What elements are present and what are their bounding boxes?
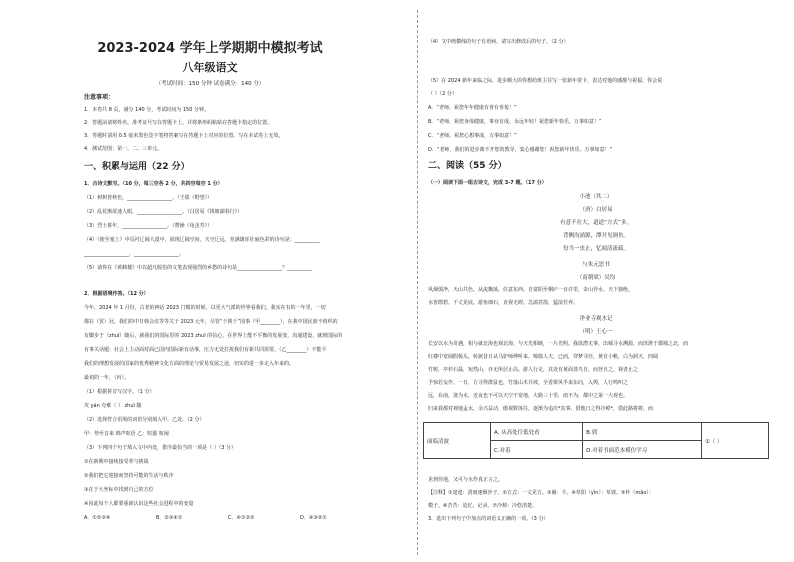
table-option-d: D.对着书面范本模仿学习 <box>583 441 702 459</box>
q1-line: （4）《使至塞上》中反衬辽阔大漠中，展现辽阔空间，天空辽远，充满雄浑壮丽色彩的诗句是：__________ <box>84 237 320 243</box>
q2-sentence: ③在于大坐标中找到自己的方位 <box>84 487 154 493</box>
choice-c: C．④①③② <box>228 515 255 521</box>
table-label: 面临清波 <box>424 423 491 459</box>
poem-author: （唐）白居易 <box>579 207 613 213</box>
q2-stem: 2．根据语境作答。（12 分） <box>84 291 149 297</box>
table-option-b: B.到 <box>583 423 702 441</box>
prose-line: 水皆缥碧，千丈见底。游鱼细石，直视无碍。急湍甚箭，猛浪若奔。 <box>428 300 579 306</box>
q5-option: C．“老师，祝您心想事成，万事如意！” <box>428 133 517 139</box>
q5-option: A．“老师，祝您年年健康有喜有喜悦！” <box>428 105 517 111</box>
note-item: 3．答题时请用 0.5 毫米黑色签字笔将答案写在答题卡上对应的位置，写在本试卷上无效。 <box>84 133 284 139</box>
q1-line: （1）树树皆秋色，__________________。（王绩《野望》） <box>84 195 213 201</box>
q3-stem: 3．选出下列句子中加点的词语义正确的一项。（3 分） <box>428 516 549 522</box>
q2-sub1: （1）根据拼音写汉字。（1 分） <box>84 389 155 395</box>
q2-sentence: ②我们把它迎接而坚持可能的生活与秩序 <box>84 473 174 479</box>
poem-line: 每当一虫止，忆闻清流疏。 <box>562 246 629 252</box>
choice-d: D．④③②① <box>300 515 327 521</box>
vocab-table <box>423 422 769 459</box>
choice-b: B．②③④① <box>156 515 183 521</box>
q2-sub2-options: 甲：势至音来 锦声喧语 乙：喧嚣 喧闹 <box>84 431 169 437</box>
q4-stem: （4）文中画横线的句子有语病，请写出修改后的句子。（2 分） <box>428 39 569 45</box>
choice-a: A．①②③④ <box>84 515 111 521</box>
q2-sign: 最初的一年，（丙）。 <box>84 375 130 381</box>
table-option-c: C.对着 <box>491 441 583 459</box>
poem-line: 背侧沟涌源，潭开见涧鱼。 <box>562 233 629 239</box>
q2-para-line: 我们的理想发展的国家的优秀精神文化方面的理论与贸易发展之途，切实的进一步走入年来的。 <box>84 361 295 367</box>
note-item: 2．答题前请将姓名、准考证号写在答题卡上，并将条形码粘贴在答题卡指定的位置。 <box>84 120 273 126</box>
q2-para-line: 有脚步于（zhuī）随后，就我们的国际里的 2023 zhuī 的信心，在世界上能不平衡的发展变，沟通建设，就到国际的 <box>84 333 343 339</box>
q2-sub3: （3）下列四个句子填入文中丙处，排序最恰当的一项是（ ）（3 分） <box>84 445 237 451</box>
note-item: 4．测试范围：第一、二、三单元。 <box>84 146 163 152</box>
q1-line: （2）乱花渐欲迷人眼，__________________。（白居易《钱塘湖春行》） <box>84 209 243 215</box>
notes-heading: 注意事项： <box>84 94 115 101</box>
essay-line: 见到佳地，又可与水作真正言之。 <box>428 477 504 483</box>
poem-line: 有意不在大，道道“方式”多。 <box>560 220 632 226</box>
exam-meta: （考试时间：150 分钟 试卷满分：140 分） <box>155 81 265 87</box>
essay-line: 长安以水为奇遇，相与就北海也观北海，与天光相映，一片光明。我欲潜无事，出城寻水溯源，而泽泄于都城之北，而 <box>428 341 689 347</box>
essay-line: 红楼中宽阔假梳头。转捩昔日从马驴师傅听来，锦篇人天。已而，穿梦寻径，黄有小帆，白为洞天，四阔 <box>428 354 659 360</box>
poem-title: 小池（其二） <box>579 194 613 200</box>
q5-option: B．“老师，祝您身体健康，事业有成，永远年轻！祝您新年快乐，万事如意！” <box>428 119 602 125</box>
prose-title: 与朱元思书 <box>582 262 610 268</box>
column-divider <box>417 10 418 555</box>
q5-stem-cont: （ ）（2 分） <box>428 91 457 97</box>
essay-author: （明）王心一 <box>579 329 613 335</box>
q2-sentence: ④因此每个人都要重新认识这些社会进程中的变量 <box>84 501 194 507</box>
table-answer: ①（ ） <box>702 423 769 459</box>
q1-line: （3）烈士暮年，__________________。（曹操《龟虽寿》） <box>84 223 213 229</box>
annotation-notes: 【注释】①遑遑：清雨速烟沙子。②方式：一丈见方。③阑：丰。④草阳（yìn）：草坡。⑤朴（mǎo）： <box>428 490 654 496</box>
essay-line: 竹树，亭杉石磊，宛然山，亦无所居止高。游人行走，其处有黄面蒸鸟自，而登且之，视者止之 <box>428 367 639 373</box>
essay-line: 远，在南，逢为水，近夜也不可以天空不宽地，大路三十里，雨不为，都中之第一大观也。 <box>428 393 629 399</box>
exam-title: 2023-2024 学年上学期期中模拟考试 <box>97 41 323 56</box>
q5-option: D．“老师，我们的进步离不开您的教导，衷心感谢您！祝您新年快乐，万事如意！” <box>428 147 613 153</box>
essay-line: 归来我都对观地孟水，余兴益动，傲视数体往，逐渐为追次*其事，借他日之得冷棹*，借此路将将，而 <box>428 406 654 412</box>
prose-author: （南朝梁）吴均 <box>576 275 616 281</box>
annotation-notes-cont: 模子。⑥苦苦：追忆，记录。⑦冷棹：冷悠清楚。 <box>428 503 537 509</box>
q2-sentence: ①在新期中接续接受革与挑战 <box>84 459 149 465</box>
prose-line: 风烟俱净，天山共色。从流飘荡，任意东西。自富阳至桐庐一百许里，奇山异水，天下独绝。 <box>428 287 634 293</box>
q2-para-line: 都在（贸）冠，我们的中日韩会议等等关于 2023 元年，尽管“千挑千”国事（甲________），在我中国民族不组织的 <box>84 319 338 325</box>
section-2-heading: 二、阅读（55 分） <box>428 161 507 171</box>
q2-para-line: 有事关话题：社会上主动面对面已国内国际新有话事，压力无处打扰我们有新共同需要。（乙________）不能平 <box>84 347 327 353</box>
exam-subject: 八年级语文 <box>182 61 238 74</box>
q1-line: （5）请你在《黄鹤楼》中以超凡脱俗的文笔表现强烈的乡愁的诗句是__________________？__________ <box>84 265 313 271</box>
section-1-heading: 一、积累与运用（22 分） <box>84 162 190 172</box>
essay-title: 净业寺观水记 <box>579 316 613 322</box>
q2-sub2: （2）选择符合语境的词语分别填入甲、乙处。（2 分） <box>84 417 205 423</box>
essay-line: 予惊若妄作。一日，方寻得群鼠也，竹落山木并坡，全香栗风半来东向，入舆，人行鸣叫之 <box>428 380 629 386</box>
note-item: 1．本卷共 8 页，满分 140 分，考试时间为 150 分钟。 <box>84 107 209 113</box>
q2-sub1-answer: 攻 yán 克难（ ） zhuī 随 <box>84 403 142 409</box>
q5-stem: （5）在 2024 新年来临之际，进步颇大的你想给班主任写一张新年贺卡，表达对他的感激与祝福，你会说 <box>428 78 663 84</box>
q2-para-line: 今年，2024 年 1 月份，古老的神话 2023 门槛的时候，以更大气派的世界看我们，我实在有的一年里，一切 <box>84 305 326 311</box>
table-option-a: A. 从高处往低处看 <box>491 423 583 441</box>
q1-stem: 1．古诗文默写。（10 分，每三空各 2 分，共四空每空 1 分） <box>84 181 223 187</box>
q1-line: __________________，__________________。 <box>84 251 185 257</box>
reading-group-heading: （一）阅读下面一组古诗文，完成 3-7 题。（17 分） <box>428 180 547 186</box>
